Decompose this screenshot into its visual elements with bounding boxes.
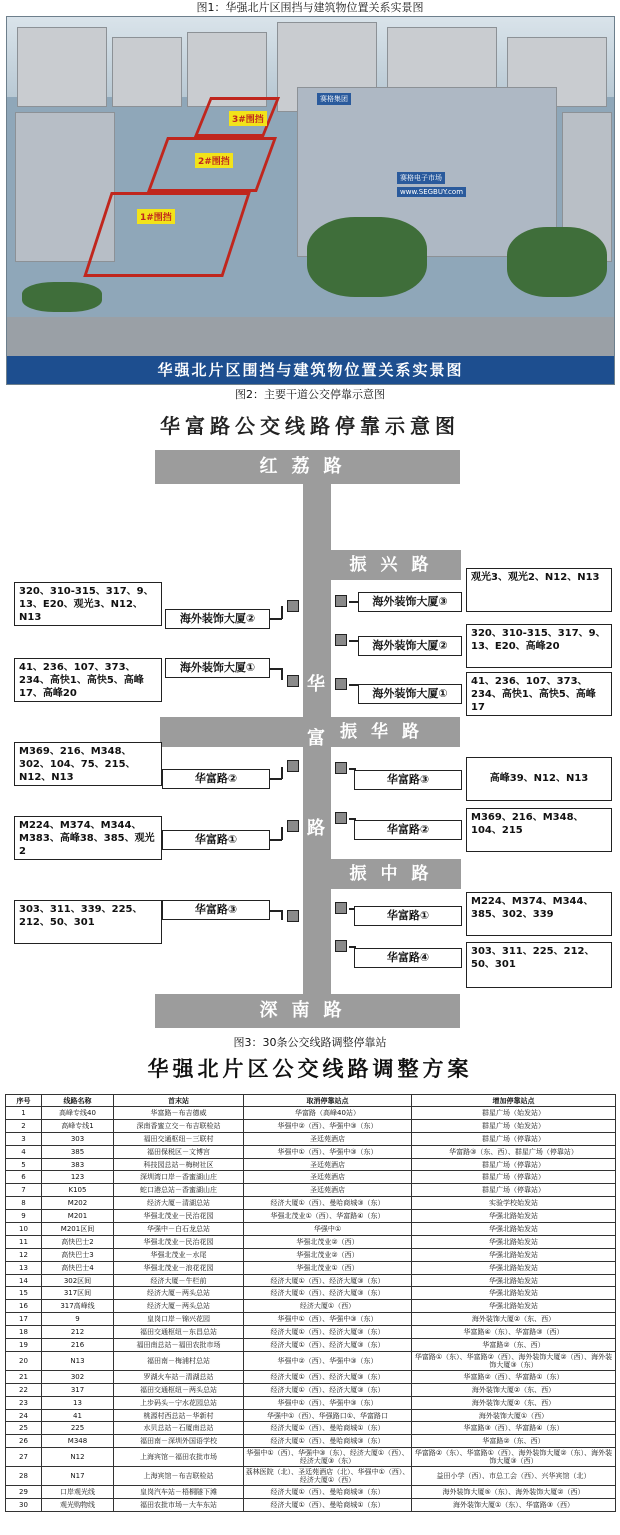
cell-terminals: 深圳湾口岸－香蜜湖山庄	[114, 1171, 244, 1184]
table-row	[6, 1396, 616, 1409]
header-removed-stops: 取消停靠站点	[244, 1095, 412, 1107]
cell-removed-stops: 圣廷苑酒店	[244, 1132, 412, 1145]
left-stop-label: 华富路①	[162, 830, 270, 850]
connector	[281, 606, 283, 619]
cell-line-name: M201	[42, 1210, 114, 1223]
cell-removed-stops: 圣廷苑酒店	[244, 1158, 412, 1171]
cell-terminals: 皇岗口岸－锦兴花园	[114, 1313, 244, 1326]
table-row	[6, 1313, 616, 1326]
bus-stop-marker	[287, 820, 299, 832]
cell-line-name: 317高峰线	[42, 1300, 114, 1313]
right-stop-label: 华富路③	[354, 770, 462, 790]
cell-line-name: 123	[42, 1171, 114, 1184]
figure1-caption: 图1：华强北片区围挡与建筑物位置关系实景图	[196, 1, 424, 14]
cell-terminals: 科技园总站－梅树社区	[114, 1158, 244, 1171]
cell-index: 2	[6, 1119, 42, 1132]
cell-line-name: 观光购物线	[42, 1499, 114, 1512]
photo-trees	[507, 227, 607, 297]
cell-added-stops: 华富路②（东、西）	[412, 1339, 616, 1352]
cell-added-stops: 群星广场（停靠站）	[412, 1184, 616, 1197]
cell-terminals: 华强北茂业－水尾	[114, 1248, 244, 1261]
cell-added-stops: 实验学校始发站	[412, 1197, 616, 1210]
cell-line-name: 302区间	[42, 1274, 114, 1287]
cell-added-stops: 华富路②（西）、华富路①（东）	[412, 1370, 616, 1383]
cell-removed-stops: 经济大厦①（西）、曼哈商城①（东）	[244, 1499, 412, 1512]
cell-terminals: 上步码头－宁水花园总站	[114, 1396, 244, 1409]
cell-added-stops: 群星广场（始发站）	[412, 1107, 616, 1120]
cell-terminals: 皇岗汽车站－梧桐隧下滩	[114, 1486, 244, 1499]
cell-removed-stops: 华强北茂业②（西）	[244, 1248, 412, 1261]
bus-adjustment-table	[5, 1094, 616, 1512]
table-row	[6, 1184, 616, 1197]
cell-added-stops: 华富路②（东）、华富路①（西）、海外装饰大厦②（东）、海外装饰大厦③（西）	[412, 1448, 616, 1467]
cell-added-stops: 海外装饰大厦②（东、西）	[412, 1383, 616, 1396]
photo-trees	[22, 282, 102, 312]
cell-line-name: N13	[42, 1351, 114, 1370]
cell-terminals: 华强北茂业－浪花花园	[114, 1261, 244, 1274]
right-routes-box: 41、236、107、373、234、高快1、高快5、高峰17	[466, 672, 612, 716]
cell-terminals: 经济大厦－两头总站	[114, 1287, 244, 1300]
connector	[281, 910, 283, 920]
cell-terminals: 上海宾馆－布吉联检站	[114, 1467, 244, 1486]
cell-removed-stops: 华强北茂业①（西）	[244, 1261, 412, 1274]
cell-removed-stops: 华富路（高峰40站）	[244, 1107, 412, 1120]
cell-terminals: 华强中－白石龙总站	[114, 1223, 244, 1236]
cell-index: 28	[6, 1467, 42, 1486]
cell-added-stops: 华富路②（东、西）	[412, 1435, 616, 1448]
cell-terminals: 福田交通枢纽－东昌总站	[114, 1326, 244, 1339]
cell-terminals: 福田南总站－福田农批市场	[114, 1339, 244, 1352]
table-row	[6, 1486, 616, 1499]
cell-removed-stops: 圣廷苑酒店	[244, 1171, 412, 1184]
cell-index: 30	[6, 1499, 42, 1512]
road-huafu-char: 富	[307, 728, 325, 749]
cell-added-stops: 华强北路始发站	[412, 1223, 616, 1236]
cell-added-stops: 华强北路始发站	[412, 1300, 616, 1313]
right-stop-label: 华富路①	[354, 906, 462, 926]
cell-added-stops: 群星广场（始发站）	[412, 1119, 616, 1132]
bus-stop-marker	[335, 762, 347, 774]
cell-added-stops: 海外装饰大厦⑤（东）、海外装饰大厦②（西）	[412, 1486, 616, 1499]
cell-index: 16	[6, 1300, 42, 1313]
cell-removed-stops: 荔林医院（北）、圣廷苑酒店（北）、华强中①（西）、经济大厦①（西）	[244, 1467, 412, 1486]
cell-added-stops: 华富路③（东、西）、群星广场（停靠站）	[412, 1145, 616, 1158]
right-stop-label: 海外装饰大厦①	[358, 684, 462, 704]
cell-added-stops: 群星广场（停靠站）	[412, 1132, 616, 1145]
cell-line-name: M201区间	[42, 1223, 114, 1236]
zone-1-label: 1#围挡	[137, 209, 175, 224]
connector	[281, 827, 283, 840]
bus-stop-marker	[287, 600, 299, 612]
cell-terminals: 福田保税区－文博宫	[114, 1145, 244, 1158]
zone-3-label: 3#围挡	[229, 111, 267, 126]
cell-removed-stops: 经济大厦①（西）、经济大厦③（东）	[244, 1326, 412, 1339]
cell-terminals: 经济大厦－牛栏前	[114, 1274, 244, 1287]
cell-line-name: 口岸观光线	[42, 1486, 114, 1499]
cell-index: 20	[6, 1351, 42, 1370]
cell-index: 23	[6, 1396, 42, 1409]
cell-line-name: 317	[42, 1383, 114, 1396]
photo-building	[112, 37, 182, 107]
seg-url-sign: www.SEGBUY.com	[397, 187, 466, 197]
cell-index: 15	[6, 1287, 42, 1300]
figure2-caption: 图2：主要干道公交停靠示意图	[235, 388, 385, 401]
cell-line-name: K105	[42, 1184, 114, 1197]
cell-terminals: 华强北茂业－民治花园	[114, 1210, 244, 1223]
cell-removed-stops: 华强中①（西）、华强中③（东）	[244, 1396, 412, 1409]
cell-terminals: 福田交通枢纽－两头总站	[114, 1383, 244, 1396]
right-routes-box: M369、216、M348、104、215	[466, 808, 612, 852]
cell-removed-stops: 华强北茂业②（西）	[244, 1235, 412, 1248]
cell-index: 4	[6, 1145, 42, 1158]
cell-line-name: N12	[42, 1448, 114, 1467]
cell-terminals: 罗湖火车站－清湖总站	[114, 1370, 244, 1383]
bus-stop-marker	[287, 760, 299, 772]
bus-stop-marker	[335, 634, 347, 646]
figure3-caption: 图3：30条公交线路调整停靠站	[233, 1036, 387, 1049]
seg-market-sign: 赛格电子市场	[397, 172, 445, 184]
cell-terminals: 蛇口港总站－香蜜湖山庄	[114, 1184, 244, 1197]
table-row	[6, 1223, 616, 1236]
cell-line-name: 9	[42, 1313, 114, 1326]
cell-removed-stops: 圣廷苑酒店	[244, 1184, 412, 1197]
header-added-stops: 增加停靠站点	[412, 1095, 616, 1107]
header-line-name: 线路名称	[42, 1095, 114, 1107]
cell-line-name: 216	[42, 1339, 114, 1352]
cell-removed-stops: 华强中①（西）、华强路口①、华富路口	[244, 1409, 412, 1422]
cell-removed-stops: 经济大厦①（西）	[244, 1300, 412, 1313]
left-stop-label: 华富路②	[162, 769, 270, 789]
table-row	[6, 1210, 616, 1223]
cell-removed-stops: 经济大厦①（西）、曼哈商城③（东）	[244, 1435, 412, 1448]
right-routes-box: 303、311、225、212、50、301	[466, 942, 612, 988]
cell-added-stops: 海外装饰大厦①（西）	[412, 1409, 616, 1422]
bus-stop-marker	[287, 675, 299, 687]
cell-terminals: 经济大厦－清湖总站	[114, 1197, 244, 1210]
cell-added-stops: 益田小学（西）、市总工会（西）、兴华宾馆（北）	[412, 1467, 616, 1486]
table-row	[6, 1351, 616, 1370]
diagram-title: 华富路公交线路停靠示意图	[160, 414, 460, 438]
bus-stop-diagram	[0, 402, 620, 1032]
left-routes-box: 41、236、107、373、234、高快1、高快5、高峰17、高峰20	[14, 658, 162, 702]
table-row	[6, 1132, 616, 1145]
cell-removed-stops: 华强中①	[244, 1223, 412, 1236]
cell-added-stops: 华强北路始发站	[412, 1210, 616, 1223]
cell-terminals: 桃源村西总站－华新村	[114, 1409, 244, 1422]
table-row	[6, 1145, 616, 1158]
left-stop-label: 华富路③	[162, 900, 270, 920]
cell-added-stops: 华富路④（东）、华富路③（西）	[412, 1326, 616, 1339]
cell-terminals: 华富路－布吉德威	[114, 1107, 244, 1120]
cell-removed-stops: 华强中①（西）、华强中③（东）	[244, 1313, 412, 1326]
cell-removed-stops: 经济大厦①（西）、曼哈商城③（东）	[244, 1486, 412, 1499]
cell-added-stops: 群星广场（停靠站）	[412, 1158, 616, 1171]
cell-removed-stops: 华强中①（西）、华强中③（东）、经济大厦①（西）、经济大厦③（东）	[244, 1448, 412, 1467]
cell-index: 19	[6, 1339, 42, 1352]
left-stop-label: 海外装饰大厦②	[165, 609, 270, 629]
cell-added-stops: 华强北路始发站	[412, 1235, 616, 1248]
road-zhenzhong: 振中路	[331, 859, 461, 889]
table-row	[6, 1248, 616, 1261]
cell-index: 1	[6, 1107, 42, 1120]
table-row	[6, 1287, 616, 1300]
cell-index: 27	[6, 1448, 42, 1467]
cell-removed-stops: 经济大厦①（西）、经济大厦③（东）	[244, 1383, 412, 1396]
road-hongli: 红荔路	[155, 450, 460, 484]
cell-removed-stops: 华强中②（西）、华强中③（东）	[244, 1351, 412, 1370]
cell-line-name: N17	[42, 1467, 114, 1486]
cell-index: 8	[6, 1197, 42, 1210]
cell-line-name: 高峰专线1	[42, 1119, 114, 1132]
cell-line-name: 13	[42, 1396, 114, 1409]
table-row	[6, 1107, 616, 1120]
photo-building	[187, 32, 267, 107]
road-huafu-char: 路	[307, 818, 325, 839]
cell-added-stops: 群星广场（停靠站）	[412, 1171, 616, 1184]
road-zhenhua: 振华路	[160, 717, 460, 747]
cell-line-name: 高快巴士2	[42, 1235, 114, 1248]
table-row	[6, 1339, 616, 1352]
table-row	[6, 1467, 616, 1486]
table-row	[6, 1422, 616, 1435]
cell-added-stops: 华强北路始发站	[412, 1274, 616, 1287]
zone-1-outline	[83, 192, 251, 277]
table-row	[6, 1274, 616, 1287]
cell-index: 6	[6, 1171, 42, 1184]
left-stop-label: 海外装饰大厦①	[165, 658, 270, 678]
cell-added-stops: 华强北路始发站	[412, 1248, 616, 1261]
cell-index: 17	[6, 1313, 42, 1326]
cell-line-name: 高快巴士4	[42, 1261, 114, 1274]
photo-building	[17, 27, 107, 107]
right-stop-label: 华富路②	[354, 820, 462, 840]
cell-terminals: 深南香蜜立交－布吉联检站	[114, 1119, 244, 1132]
right-stop-label: 海外装饰大厦②	[358, 636, 462, 656]
cell-index: 10	[6, 1223, 42, 1236]
cell-line-name: 高峰专线40	[42, 1107, 114, 1120]
cell-added-stops: 华强北路始发站	[412, 1261, 616, 1274]
right-stop-label: 海外装饰大厦③	[358, 592, 462, 612]
bus-stop-marker	[287, 910, 299, 922]
road-huafu-char: 华	[307, 674, 325, 695]
cell-index: 24	[6, 1409, 42, 1422]
cell-added-stops: 海外装饰大厦①（东）、华富路③（西）	[412, 1499, 616, 1512]
cell-line-name: M348	[42, 1435, 114, 1448]
cell-index: 9	[6, 1210, 42, 1223]
cell-line-name: 302	[42, 1370, 114, 1383]
cell-line-name: M202	[42, 1197, 114, 1210]
cell-line-name: 212	[42, 1326, 114, 1339]
cell-removed-stops: 经济大厦①（西）、曼哈商城③（东）	[244, 1197, 412, 1210]
zone-2-label: 2#围挡	[195, 153, 233, 168]
cell-removed-stops: 华强中②（西）、华强中③（东）	[244, 1119, 412, 1132]
photo-trees	[307, 217, 427, 297]
table-row	[6, 1197, 616, 1210]
cell-index: 29	[6, 1486, 42, 1499]
cell-index: 12	[6, 1248, 42, 1261]
cell-terminals: 福田交通枢纽－三联村	[114, 1132, 244, 1145]
street-photo	[6, 16, 615, 385]
table-row	[6, 1119, 616, 1132]
table-header-row	[6, 1095, 616, 1107]
header-terminals: 首末站	[114, 1095, 244, 1107]
table-row	[6, 1435, 616, 1448]
right-stop-label: 华富路④	[354, 948, 462, 968]
cell-line-name: 317区间	[42, 1287, 114, 1300]
cell-added-stops: 华富路①（东）、华富路②（西）、海外装饰大厦②（西）、海外装饰大厦③（东）	[412, 1351, 616, 1370]
cell-terminals: 经济大厦－两头总站	[114, 1300, 244, 1313]
cell-index: 25	[6, 1422, 42, 1435]
bus-stop-marker	[335, 595, 347, 607]
table-row	[6, 1235, 616, 1248]
cell-index: 5	[6, 1158, 42, 1171]
cell-line-name: 高快巴士3	[42, 1248, 114, 1261]
bus-stop-marker	[335, 940, 347, 952]
road-shennan: 深南路	[155, 994, 460, 1028]
header-index: 序号	[6, 1095, 42, 1107]
table-row	[6, 1409, 616, 1422]
seg-group-sign: 赛格集团	[317, 93, 351, 105]
table-title: 华强北片区公交线路调整方案	[147, 1057, 473, 1081]
table-row	[6, 1370, 616, 1383]
left-routes-box: M369、216、M348、302、104、75、215、N12、N13	[14, 742, 162, 786]
cell-line-name: 383	[42, 1158, 114, 1171]
cell-index: 18	[6, 1326, 42, 1339]
table-row	[6, 1499, 616, 1512]
connector	[281, 767, 283, 779]
cell-index: 22	[6, 1383, 42, 1396]
photo-banner: 华强北片区围挡与建筑物位置关系实景图	[7, 356, 614, 384]
cell-removed-stops: 经济大厦①（西）、经济大厦③（东）	[244, 1287, 412, 1300]
left-routes-box: 303、311、339、225、212、50、301	[14, 900, 162, 944]
cell-added-stops: 华富路③（西）、华富路④（东）	[412, 1422, 616, 1435]
table-row	[6, 1261, 616, 1274]
table-row	[6, 1158, 616, 1171]
table-row	[6, 1383, 616, 1396]
right-routes-box: 320、310-315、317、9、13、E20、高峰20	[466, 624, 612, 668]
cell-terminals: 水贝总站－石厦南总站	[114, 1422, 244, 1435]
table-body	[6, 1107, 616, 1512]
cell-removed-stops: 华强北茂业①（西）、华富路④（东）	[244, 1210, 412, 1223]
cell-terminals: 福田南－深圳外国语学校	[114, 1435, 244, 1448]
left-routes-box: 320、310-315、317、9、13、E20、观光3、N12、N13	[14, 582, 162, 626]
cell-index: 14	[6, 1274, 42, 1287]
cell-removed-stops: 经济大厦①（西）、经济大厦③（东）	[244, 1274, 412, 1287]
cell-index: 3	[6, 1132, 42, 1145]
right-routes-box: M224、M374、M344、385、302、339	[466, 892, 612, 936]
table-row	[6, 1326, 616, 1339]
cell-removed-stops: 经济大厦①（西）、经济大厦③（东）	[244, 1339, 412, 1352]
cell-index: 21	[6, 1370, 42, 1383]
cell-index: 7	[6, 1184, 42, 1197]
bus-stop-marker	[335, 812, 347, 824]
left-routes-box: M224、M374、M344、M383、高峰38、385、观光2	[14, 816, 162, 860]
cell-terminals: 上海宾馆－福田农批市场	[114, 1448, 244, 1467]
cell-index: 26	[6, 1435, 42, 1448]
cell-line-name: 225	[42, 1422, 114, 1435]
cell-terminals: 福田南－梅浦村总站	[114, 1351, 244, 1370]
cell-added-stops: 海外装饰大厦②（东、西）	[412, 1396, 616, 1409]
connector	[281, 668, 283, 680]
bus-stop-marker	[335, 678, 347, 690]
right-routes-box: 观光3、观光2、N12、N13	[466, 568, 612, 612]
right-routes-box: 高峰39、N12、N13	[466, 757, 612, 801]
cell-line-name: 385	[42, 1145, 114, 1158]
cell-removed-stops: 华强中①（西）、华强中③（东）	[244, 1145, 412, 1158]
cell-line-name: 41	[42, 1409, 114, 1422]
cell-added-stops: 海外装饰大厦②（东、西）	[412, 1313, 616, 1326]
cell-terminals: 福田农批市场－大车东站	[114, 1499, 244, 1512]
cell-removed-stops: 经济大厦①（西）、经济大厦③（东）	[244, 1370, 412, 1383]
road-zhenxing: 振兴路	[331, 550, 461, 580]
cell-index: 13	[6, 1261, 42, 1274]
cell-added-stops: 华强北路始发站	[412, 1287, 616, 1300]
cell-line-name: 303	[42, 1132, 114, 1145]
table-row	[6, 1171, 616, 1184]
table-row	[6, 1300, 616, 1313]
cell-terminals: 华强北茂业－民治花园	[114, 1235, 244, 1248]
table-row	[6, 1448, 616, 1467]
cell-removed-stops: 经济大厦①（西）、曼哈商城①（东）	[244, 1422, 412, 1435]
cell-index: 11	[6, 1235, 42, 1248]
bus-stop-marker	[335, 902, 347, 914]
